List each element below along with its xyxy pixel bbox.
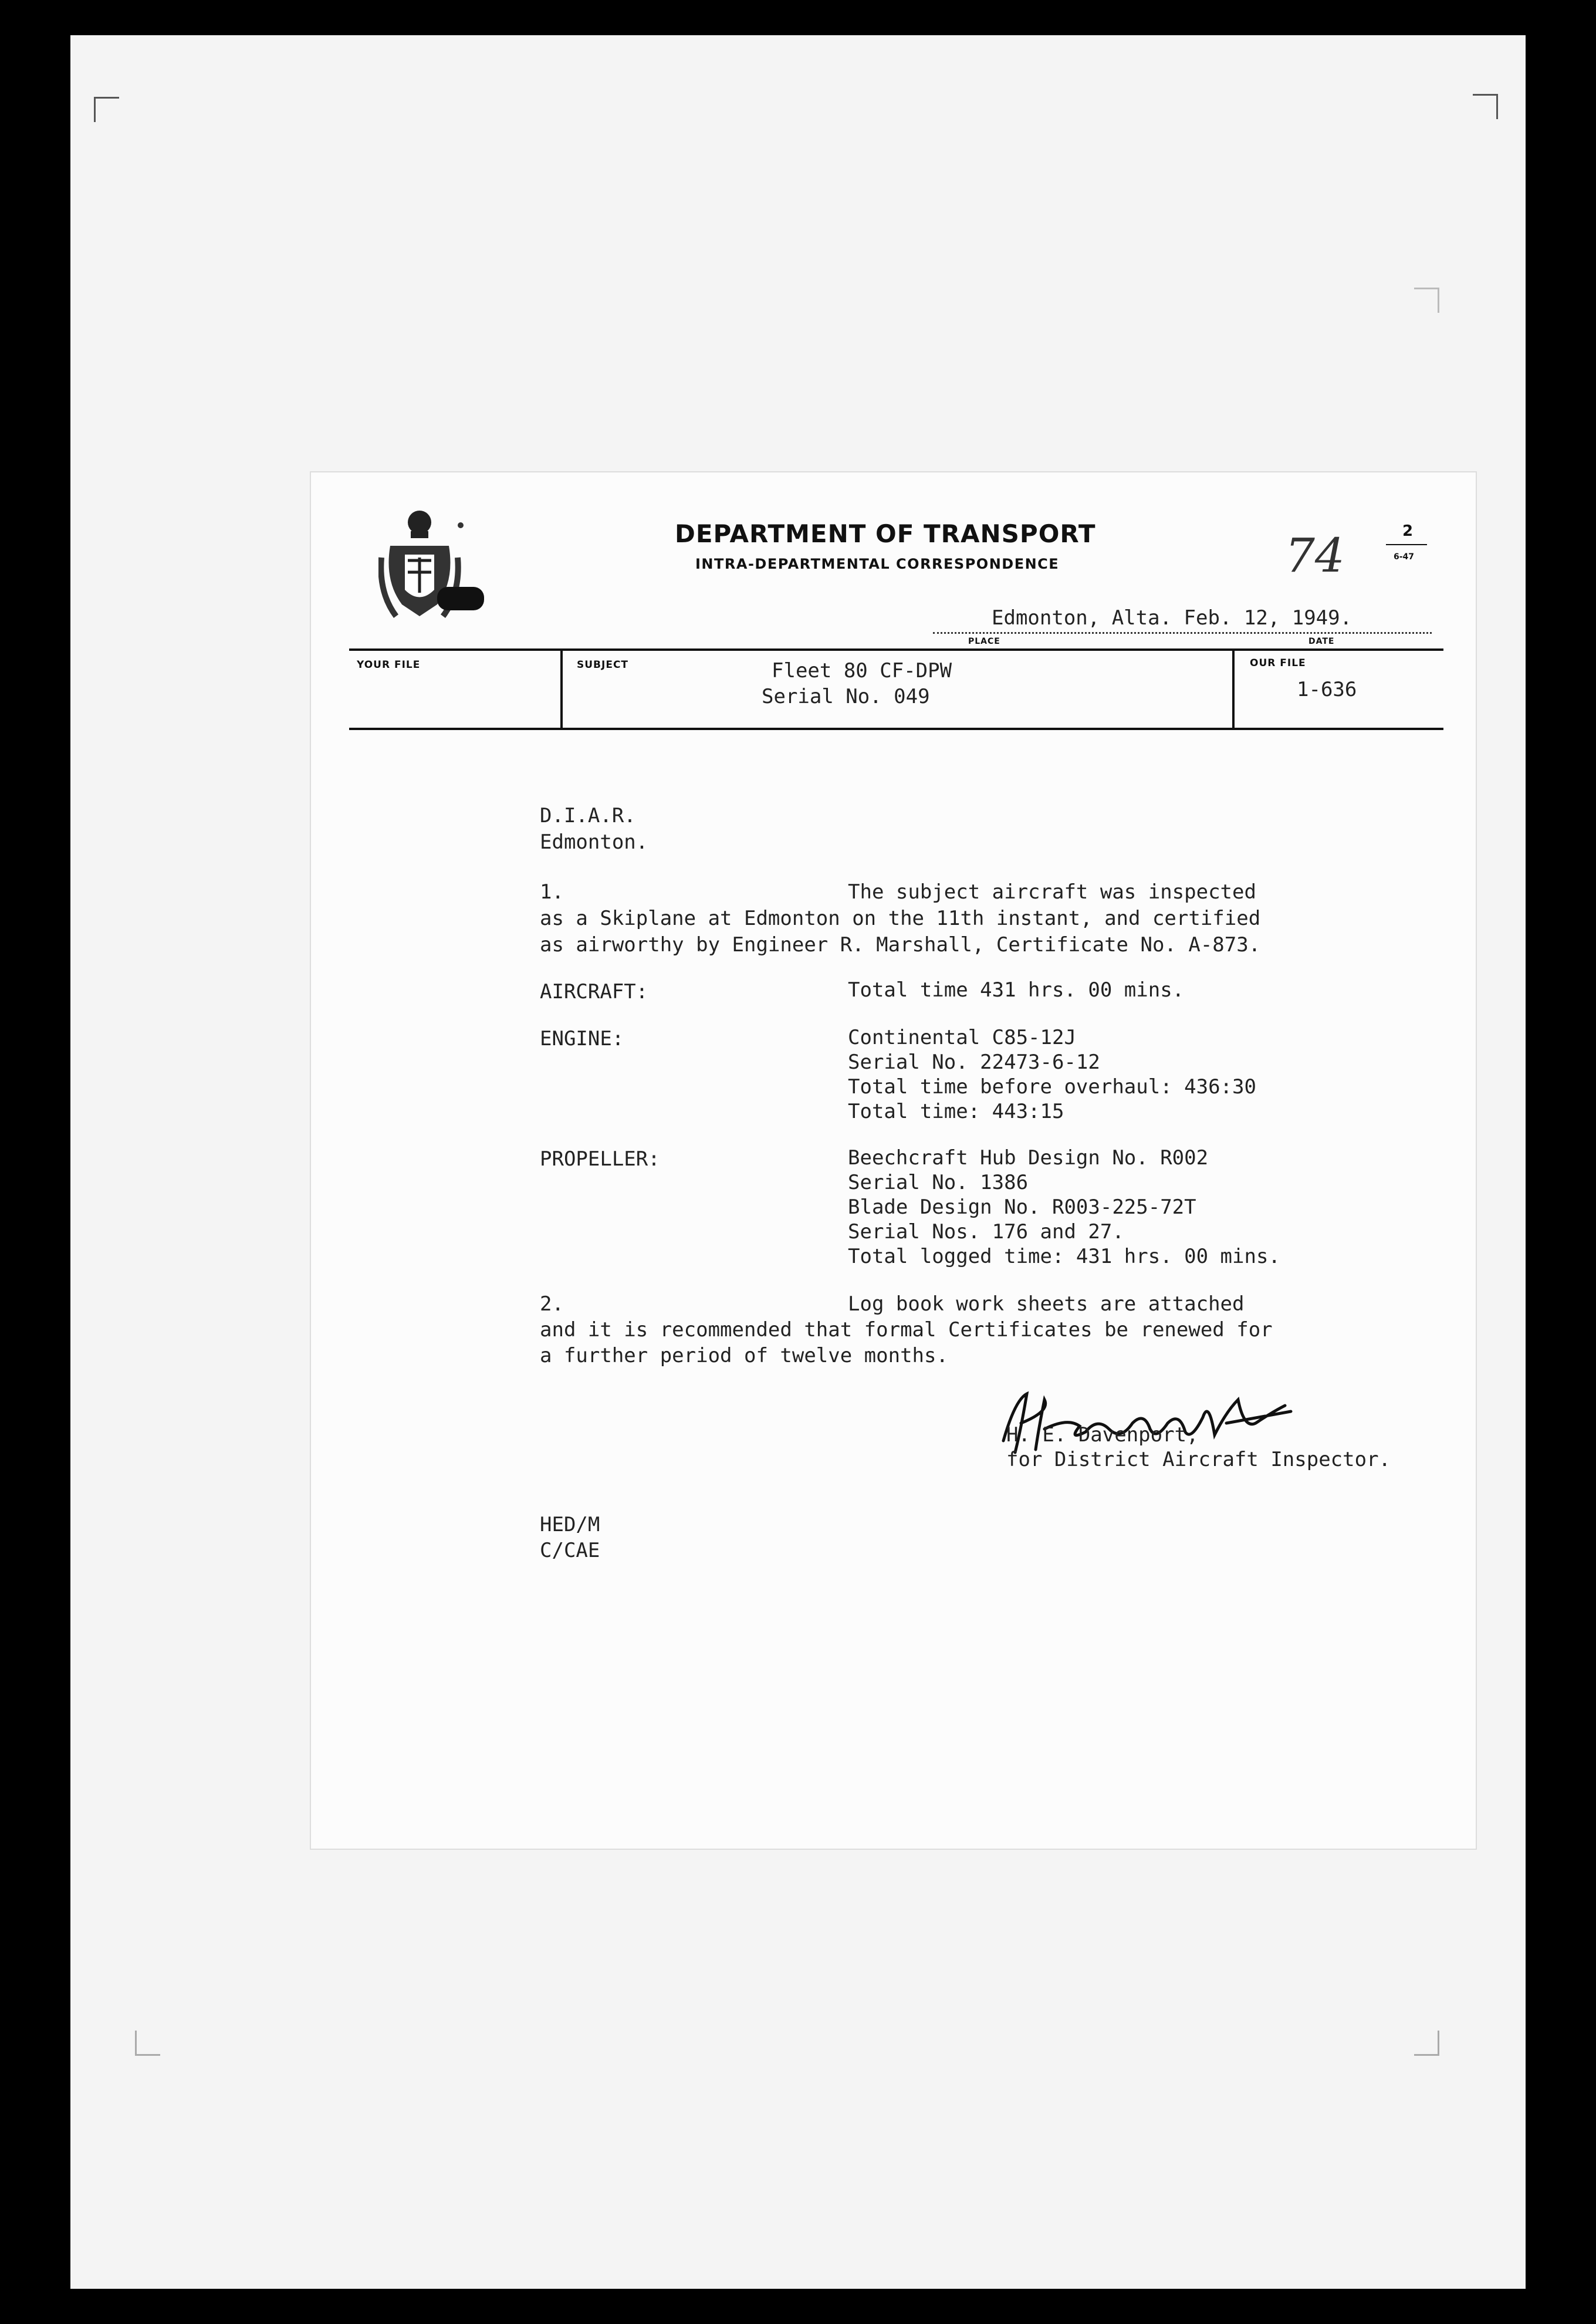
crop-mark-top-left: [94, 97, 119, 122]
propeller-line-1: Beechcraft Hub Design No. R002: [848, 1146, 1209, 1170]
reference-line-1: HED/M: [540, 1513, 600, 1536]
engine-line-1: Continental C85-12J: [848, 1026, 1076, 1049]
coat-of-arms-icon: [378, 505, 496, 634]
paragraph-2-line-3: a further period of twelve months.: [540, 1344, 948, 1367]
paragraph-1-line-1: The subject aircraft was inspected: [848, 880, 1256, 904]
engine-line-2: Serial No. 22473-6-12: [848, 1050, 1100, 1074]
reference-line-2: C/CAE: [540, 1539, 600, 1562]
form-date: 6-47: [1394, 552, 1415, 562]
paragraph-2-line-1: Log book work sheets are attached: [848, 1292, 1245, 1316]
aircraft-value: Total time 431 hrs. 00 mins.: [848, 978, 1185, 1002]
crop-mark-top-right: [1473, 94, 1498, 119]
engine-label: ENGINE:: [540, 1027, 624, 1050]
propeller-line-4: Serial Nos. 176 and 27.: [848, 1220, 1124, 1244]
subject-line-1: Fleet 80 CF-DPW: [772, 659, 952, 683]
file-row-divider-1: [560, 648, 563, 730]
file-row-bottom-rule: [349, 728, 1443, 730]
addressee-line-2: Edmonton.: [540, 830, 648, 854]
addressee-line-1: D.I.A.R.: [540, 804, 636, 827]
propeller-line-3: Blade Design No. R003-225-72T: [848, 1195, 1196, 1219]
department-subtitle: INTRA-DEPARTMENTAL CORRESPONDENCE: [695, 556, 1060, 572]
file-row-top-rule: [349, 648, 1443, 651]
crop-mark-bottom-left: [135, 2031, 160, 2056]
subject-line-2: Serial No. 049: [762, 685, 930, 708]
propeller-label: PROPELLER:: [540, 1147, 660, 1171]
form-number-divider: [1386, 544, 1427, 545]
paragraph-1-line-2: as a Skiplane at Edmonton on the 11th instant, and certified: [540, 907, 1261, 930]
engine-line-3: Total time before overhaul: 436:30: [848, 1075, 1256, 1099]
form-number: 2: [1402, 522, 1414, 540]
place-date-underline: [933, 632, 1432, 634]
department-title: DEPARTMENT OF TRANSPORT: [675, 519, 1096, 548]
your-file-label: YOUR FILE: [357, 659, 421, 671]
date-label: DATE: [1308, 637, 1335, 646]
engine-line-4: Total time: 443:15: [848, 1100, 1064, 1123]
paragraph-2-number: 2.: [540, 1292, 564, 1316]
signer-name: H. E. Davenport,: [1006, 1423, 1199, 1447]
place-label: PLACE: [968, 637, 1000, 646]
our-file-value: 1-636: [1297, 678, 1357, 701]
propeller-line-2: Serial No. 1386: [848, 1171, 1029, 1194]
paragraph-1-line-3: as airworthy by Engineer R. Marshall, Certificate No. A-873.: [540, 933, 1261, 957]
handwritten-page-number: 74: [1285, 528, 1345, 583]
paragraph-1-number: 1.: [540, 880, 564, 904]
subject-label: SUBJECT: [577, 659, 629, 671]
crop-mark-bottom-right: [1414, 2031, 1439, 2056]
aircraft-label: AIRCRAFT:: [540, 980, 648, 1004]
crop-mark-mid-right: [1414, 288, 1439, 313]
signer-title: for District Aircraft Inspector.: [1006, 1448, 1391, 1471]
our-file-label: OUR FILE: [1250, 657, 1306, 669]
propeller-line-5: Total logged time: 431 hrs. 00 mins.: [848, 1245, 1280, 1268]
place-date-value: Edmonton, Alta. Feb. 12, 1949.: [992, 606, 1352, 630]
file-row-divider-2: [1232, 648, 1235, 730]
correspondence-letter: [311, 472, 1476, 1849]
paragraph-2-line-2: and it is recommended that formal Certificates be renewed for: [540, 1318, 1273, 1342]
